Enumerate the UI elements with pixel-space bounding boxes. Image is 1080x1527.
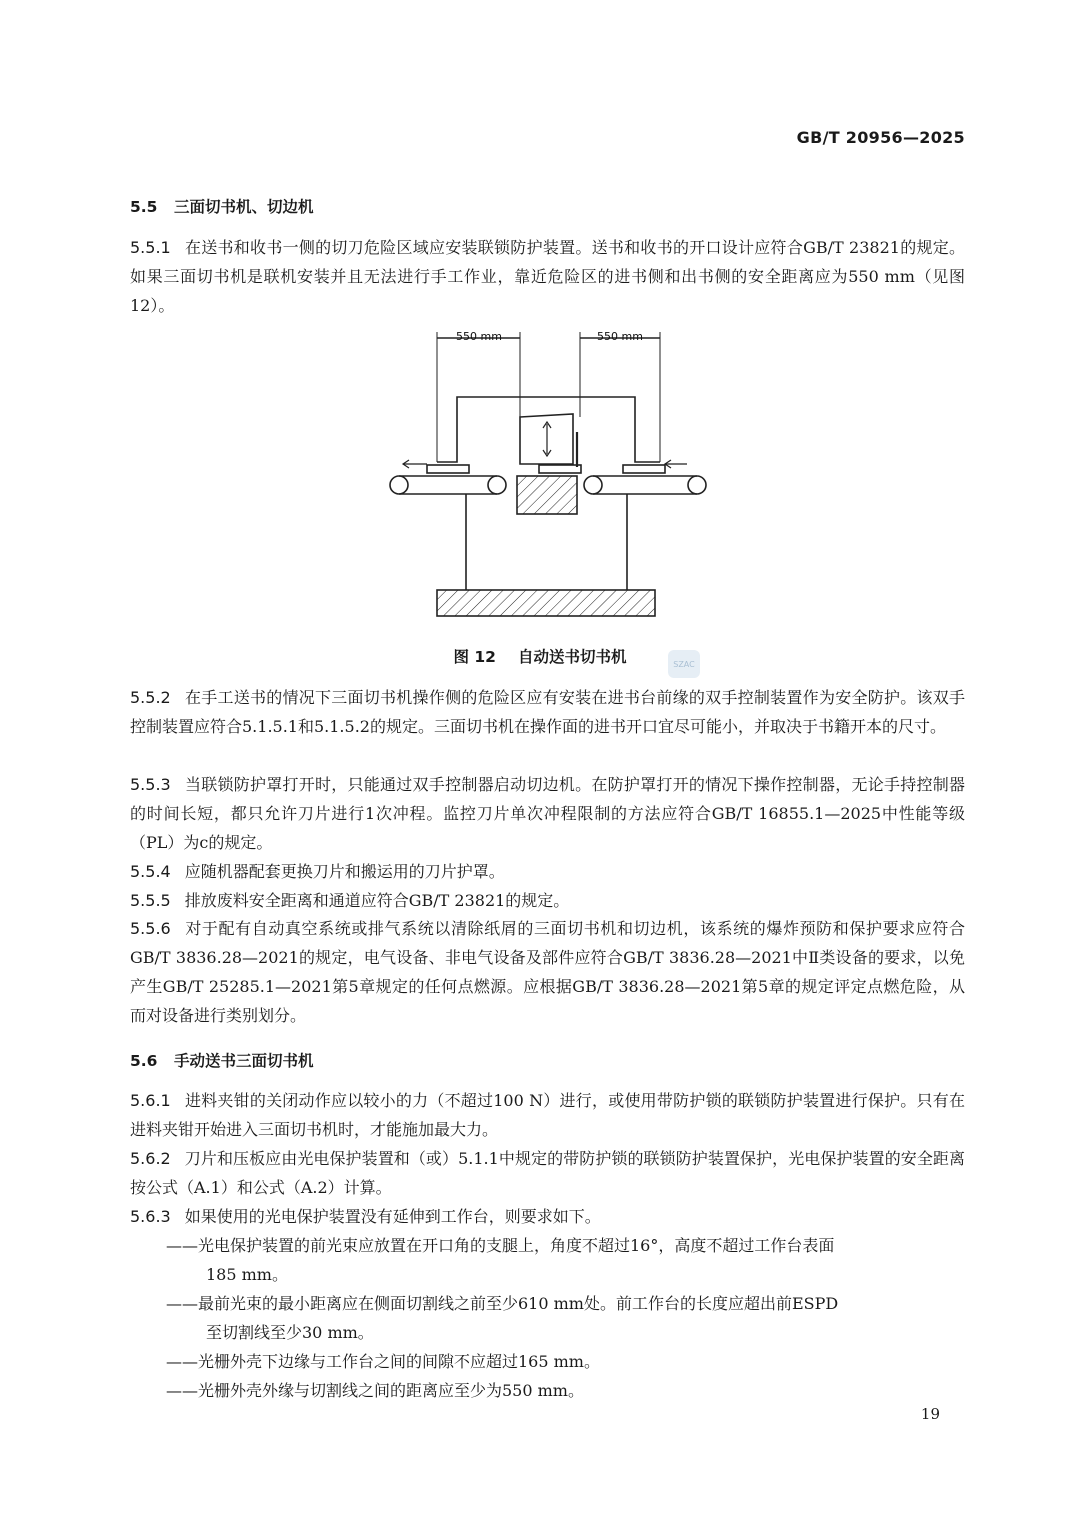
interlocked-guard [437, 397, 660, 462]
clause-text: 如果使用的光电保护装置没有延伸到工作台，则要求如下。 [184, 1207, 601, 1226]
figure-caption [0, 645, 1080, 667]
figure-title: 自动送书切书机 [517, 648, 627, 666]
standard-code: GB/T 20956—2025 [796, 128, 965, 147]
section-title: 手动送书三面切书机 [174, 1052, 314, 1070]
clause-5-6-3 [130, 1202, 965, 1231]
requirement-item [166, 1231, 966, 1289]
clause-text: 在送书和收书一侧的切刀危险区域应安装联锁防护装置。送书和收书的开口设计应符合GB/T 23821的规定。如果三面切书机是联机安装并且无法进行手工作业，靠近危险区的进书侧和出书侧的安全距离应为550 mm（见图12）。 [130, 238, 965, 315]
requirement-text-continued: 至切割线至少30 mm。 [206, 1323, 374, 1342]
figure-automatic-book-trimmer [375, 322, 715, 622]
clause-number: 5.5.6 [130, 919, 171, 938]
clause-number: 5.6.1 [130, 1091, 171, 1110]
clause-5-5-6 [130, 914, 965, 1030]
requirement-text-continued: 185 mm。 [206, 1265, 288, 1284]
clause-5-5-2 [130, 683, 965, 741]
clause-5-6-2 [130, 1144, 965, 1202]
book-stack-right [623, 465, 665, 473]
watermark-logo: SZAC [668, 650, 700, 678]
clause-number: 5.5.2 [130, 688, 171, 707]
requirement-text: ——光栅外壳下边缘与工作台之间的间隙不应超过165 mm。 [166, 1352, 600, 1371]
section-number: 5.6 [130, 1052, 158, 1070]
clause-number: 5.6.2 [130, 1149, 171, 1168]
clause-text: 进料夹钳的关闭动作应以较小的力（不超过100 N）进行，或使用带防护锁的联锁防护装置进行保护。只有在进料夹钳开始进入三面切书机时，才能施加最大力。 [130, 1091, 965, 1139]
requirement-text: ——光栅外壳外缘与切割线之间的距离应至少为550 mm。 [166, 1381, 584, 1400]
book-stack-left [427, 465, 469, 473]
requirement-item [166, 1289, 966, 1347]
clause-5-5-5 [130, 886, 965, 915]
clause-number: 5.5.5 [130, 891, 171, 910]
section-heading-5-5 [130, 195, 314, 217]
section-title: 三面切书机、切边机 [174, 198, 314, 216]
clause-number: 5.6.3 [130, 1207, 171, 1226]
book-stack-center [539, 465, 581, 473]
clause-text: 当联锁防护罩打开时，只能通过双手控制器启动切边机。在防护罩打开的情况下操作控制器，无论手持控制器的时间长短，都只允许刀片进行1次冲程。监控刀片单次冲程限制的方法应符合GB/T 16855.1—2025中性能等级（PL）为c的规定。 [130, 775, 965, 852]
clause-number: 5.5.1 [130, 238, 171, 257]
section-number: 5.5 [130, 198, 158, 216]
clause-5-5-1 [130, 233, 965, 320]
clause-text: 应随机器配套更换刀片和搬运用的刀片护罩。 [184, 862, 505, 881]
dimension-label-right: 550 mm [597, 330, 643, 343]
clause-text: 排放废料安全距离和通道应符合GB/T 23821的规定。 [184, 891, 570, 910]
conveyor-roller [390, 476, 408, 494]
page-number: 19 [920, 1405, 940, 1423]
clause-5-6-1 [130, 1086, 965, 1144]
clause-text: 刀片和压板应由光电保护装置和（或）5.1.1中规定的带防护锁的联锁防护装置保护，光电保护装置的安全距离按公式（A.1）和公式（A.2）计算。 [130, 1149, 965, 1197]
section-heading-5-6 [130, 1049, 314, 1071]
requirement-text: ——光电保护装置的前光束应放置在开口角的支腿上，角度不超过16°，高度不超过工作台表面 [166, 1236, 835, 1255]
requirement-text: ——最前光束的最小距离应在侧面切割线之前至少610 mm处。前工作台的长度应超出前ESPD [166, 1294, 839, 1313]
clause-number: 5.5.3 [130, 775, 171, 794]
clause-5-5-4 [130, 857, 965, 886]
clause-number: 5.5.4 [130, 862, 171, 881]
clause-5-5-3 [130, 770, 965, 857]
requirement-item [166, 1347, 966, 1376]
clause-text: 对于配有自动真空系统或排气系统以清除纸屑的三面切书机和切边机，该系统的爆炸预防和保护要求应符合GB/T 3836.28—2021的规定，电气设备、非电气设备及部件应符合GB/T 3836.28—2021中Ⅱ类设备的要求，以免产生GB/T 25285.1—2021第5章规定的任何点燃源。应根据GB/T 3836.28—2021第5章的规定评定点燃危险，从而对设备进行类别划分。 [130, 919, 965, 1025]
cutting-table [517, 476, 577, 514]
machine-base [437, 590, 655, 616]
clause-text: 在手工送书的情况下三面切书机操作侧的危险区应有安装在进书台前缘的双手控制装置作为安全防护。该双手控制装置应符合5.1.5.1和5.1.5.2的规定。三面切书机在操作面的进书开口宜尽可能小，并取决于书籍开本的尺寸。 [130, 688, 965, 736]
requirement-item [166, 1376, 966, 1405]
dimension-label-left: 550 mm [456, 330, 502, 343]
figure-number: 图 12 [453, 648, 496, 666]
